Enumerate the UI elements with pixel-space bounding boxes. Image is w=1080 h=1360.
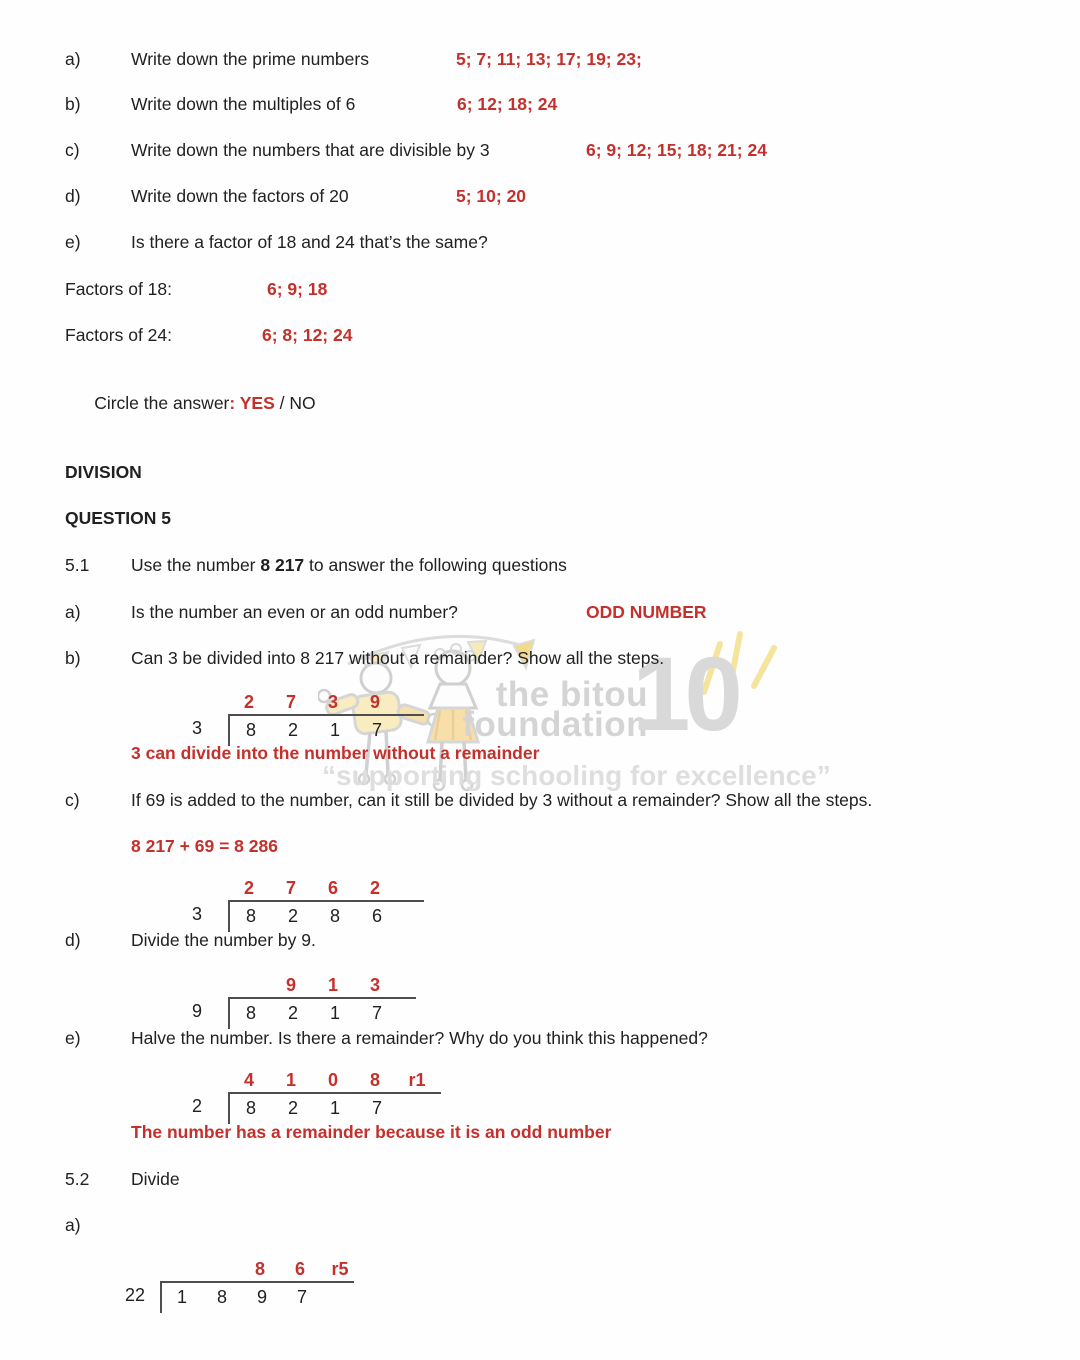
question-row-e <box>0 231 1080 255</box>
question-text: Write down the factors of 20 <box>131 186 349 206</box>
q51-number-8217: 8 217 <box>260 555 305 575</box>
dividend-row <box>110 1281 360 1313</box>
answer-text: 5; 10; 20 <box>456 186 527 206</box>
quotient-digit: 6 <box>327 878 338 898</box>
q51a-row <box>0 601 1080 625</box>
quotient-digit: 7 <box>285 692 296 712</box>
dividend-digit: 1 <box>176 1287 187 1307</box>
question-label: a) <box>65 49 81 69</box>
q52-row <box>0 1168 1080 1192</box>
question-text: If 69 is added to the number, can it still be divided by 3 without a remainder? Show all the steps. <box>131 790 873 810</box>
quotient-digit: 2 <box>369 878 380 898</box>
watermark-logo-line2: foundation <box>462 705 648 744</box>
long-division-8217-by-9 <box>166 973 416 1029</box>
answer-odd-number: ODD NUMBER <box>586 602 707 622</box>
quotient-digit <box>228 973 270 997</box>
q52a-row <box>0 1214 1080 1238</box>
question-label: d) <box>65 186 81 206</box>
watermark-number-10: 10 <box>632 636 737 753</box>
question-row-c <box>0 139 1080 163</box>
quotient-digit: 2 <box>243 878 254 898</box>
answer-text: 6; 12; 18; 24 <box>457 94 558 114</box>
long-division-8217-by-2 <box>166 1068 441 1124</box>
question-text: Can 3 be divided into 8 217 without a remainder? Show all the steps. <box>131 648 665 668</box>
factors-24-answer: 6; 8; 12; 24 <box>262 325 353 345</box>
dividend <box>228 997 416 1029</box>
question-text: Write down the prime numbers <box>131 49 369 69</box>
q51d-row <box>0 929 1080 953</box>
question-label: e) <box>65 232 81 252</box>
q51-text-part1: Use the number <box>131 555 261 575</box>
quotient-remainder: r1 <box>408 1070 426 1090</box>
answer-text: 6; 9; 12; 15; 18; 21; 24 <box>586 140 767 160</box>
circle-answer-row <box>0 370 1080 413</box>
q52-text: Divide <box>131 1169 180 1189</box>
q51-text-part2: to answer the following questions <box>304 555 567 575</box>
dividend-digit: 7 <box>296 1287 307 1307</box>
quotient-digit: 4 <box>243 1070 254 1090</box>
question-text: Is there a factor of 18 and 24 that’s the same? <box>131 232 488 252</box>
quotient-digit: 9 <box>369 692 380 712</box>
dividend-row <box>166 997 416 1029</box>
question-label: a) <box>65 602 81 622</box>
dividend-digit: 9 <box>256 1287 267 1307</box>
quotient-digit: 9 <box>285 975 296 995</box>
note-odd-remainder: The number has a remainder because it is an odd number <box>131 1122 612 1142</box>
dividend-digit: 7 <box>371 1003 382 1023</box>
question-text: Write down the numbers that are divisible by 3 <box>131 140 490 160</box>
factors-18-answer: 6; 9; 18 <box>267 279 328 299</box>
quotient-digit <box>200 1257 240 1281</box>
circle-answer-no: / NO <box>274 393 316 413</box>
factors-18-row <box>0 278 1080 302</box>
question-text: Divide the number by 9. <box>131 930 316 950</box>
dividend-digit: 8 <box>245 1098 256 1118</box>
quotient-row <box>160 1257 360 1281</box>
dividend-digit: 8 <box>216 1287 227 1307</box>
dividend-digit: 8 <box>245 1003 256 1023</box>
circle-answer-label: Circle the answer <box>94 393 230 413</box>
long-division-1897-by-22 <box>110 1257 360 1313</box>
quotient-row <box>228 690 424 714</box>
dividend-digit: 8 <box>329 906 340 926</box>
quotient-row <box>228 1068 441 1092</box>
divisor: 22 <box>124 1285 146 1305</box>
sum-8217-plus-69: 8 217 + 69 = 8 286 <box>131 836 278 856</box>
q51-row <box>0 554 1080 578</box>
dividend-digit: 1 <box>329 1003 340 1023</box>
quotient-digit <box>160 1257 200 1281</box>
question-row-d <box>0 185 1080 209</box>
dividend-digit: 7 <box>371 1098 382 1118</box>
divisor: 3 <box>191 718 202 738</box>
dividend-digit: 8 <box>245 720 256 740</box>
note-divisible-by-3: 3 can divide into the number without a remainder <box>131 743 540 763</box>
question-label: b) <box>65 94 81 114</box>
dividend-digit: 8 <box>245 906 256 926</box>
section-heading-division: DIVISION <box>65 462 142 482</box>
dividend-row <box>166 714 424 746</box>
dividend-digit: 2 <box>287 720 298 740</box>
divisor: 9 <box>191 1001 202 1021</box>
quotient-digit: 1 <box>285 1070 296 1090</box>
divisor: 2 <box>191 1096 202 1116</box>
answer-text: 5; 7; 11; 13; 17; 19; 23; <box>456 49 642 69</box>
dividend-digit: 7 <box>371 720 382 740</box>
question-label: c) <box>65 140 80 160</box>
dividend-digit: 6 <box>371 906 382 926</box>
dividend <box>228 714 424 746</box>
dividend-row <box>166 1092 441 1124</box>
factors-18-label: Factors of 18: <box>65 279 172 299</box>
factors-24-label: Factors of 24: <box>65 325 172 345</box>
q51e-row <box>0 1027 1080 1051</box>
dividend-digit: 1 <box>329 1098 340 1118</box>
q51c-row <box>0 789 1080 813</box>
question-label: a) <box>65 1215 81 1235</box>
q51-text <box>131 554 567 576</box>
quotient-digit: 8 <box>369 1070 380 1090</box>
quotient-digit: 3 <box>327 692 338 712</box>
long-division-8217-by-3 <box>166 690 424 746</box>
long-division-8286-by-3 <box>166 876 424 932</box>
quotient-row <box>228 973 416 997</box>
quotient-digit: 1 <box>327 975 338 995</box>
dividend-digit: 1 <box>329 720 340 740</box>
circle-answer-yes: : YES <box>229 393 275 413</box>
question-label: d) <box>65 930 81 950</box>
quotient-digit: 6 <box>294 1259 305 1279</box>
dividend-digit: 2 <box>287 1003 298 1023</box>
question-label: c) <box>65 790 80 810</box>
quotient-digit: 7 <box>285 878 296 898</box>
dividend-row <box>166 900 424 932</box>
quotient-remainder: r5 <box>331 1259 349 1279</box>
watermark-logo-text <box>420 675 648 744</box>
question-text: Halve the number. Is there a remainder? Why do you think this happened? <box>131 1028 708 1048</box>
question5-heading: QUESTION 5 <box>65 508 171 528</box>
dividend-digit: 2 <box>287 1098 298 1118</box>
watermark-tagline: “supporting schooling for excellence” <box>322 760 831 791</box>
q51-number: 5.1 <box>65 555 90 575</box>
dividend <box>228 900 424 932</box>
factors-24-row <box>0 324 1080 348</box>
question-label: b) <box>65 648 81 668</box>
quotient-digit: 8 <box>254 1259 265 1279</box>
q51b-row <box>0 647 1080 671</box>
question-label: e) <box>65 1028 81 1048</box>
question-row-a <box>0 48 1080 72</box>
dividend <box>160 1281 354 1313</box>
question-row-b <box>0 93 1080 117</box>
quotient-digit: 0 <box>327 1070 338 1090</box>
question-text: Is the number an even or an odd number? <box>131 602 458 622</box>
dividend-digit: 2 <box>287 906 298 926</box>
dividend <box>228 1092 441 1124</box>
quotient-digit: 2 <box>243 692 254 712</box>
divisor: 3 <box>191 904 202 924</box>
question-text: Write down the multiples of 6 <box>131 94 356 114</box>
quotient-digit: 3 <box>369 975 380 995</box>
watermark-logo-line1: the bitou <box>495 675 648 714</box>
quotient-row <box>228 876 424 900</box>
q52-number: 5.2 <box>65 1169 90 1189</box>
circle-answer-text <box>65 370 316 436</box>
